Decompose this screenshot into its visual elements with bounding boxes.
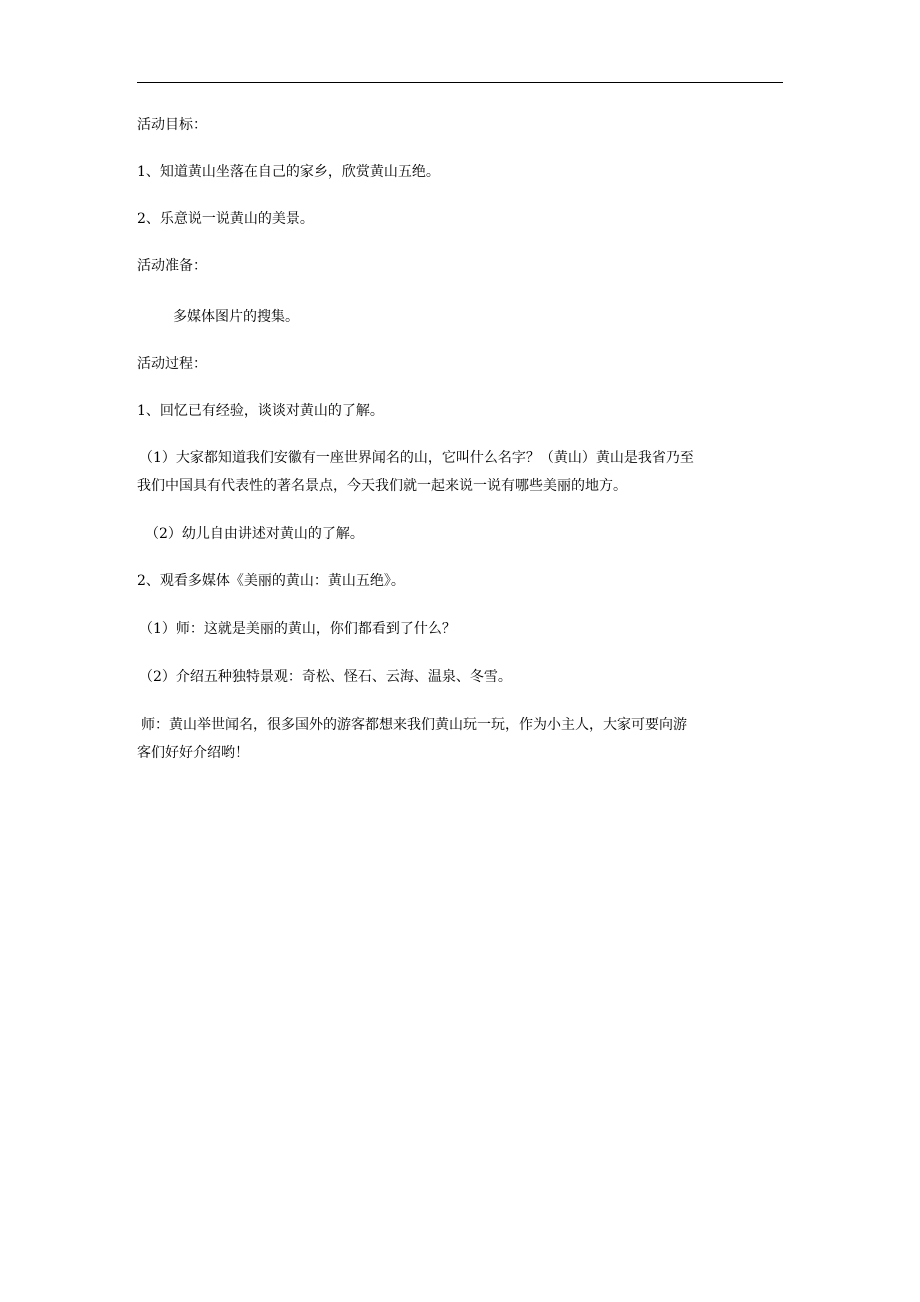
closing-paragraph-line-2: 客们好好介绍哟！ bbox=[137, 745, 249, 761]
prep-heading: 活动准备： bbox=[137, 258, 207, 274]
process-step-1: 1、回忆已有经验，谈谈对黄山的了解。 bbox=[137, 403, 384, 419]
goal-heading: 活动目标： bbox=[137, 117, 207, 133]
process-step-2: 2、观看多媒体《美丽的黄山：黄山五绝》。 bbox=[137, 573, 405, 589]
closing-paragraph-line-1: 师：黄山举世闻名，很多国外的游客都想来我们黄山玩一玩，作为小主人，大家可要向游 bbox=[141, 717, 687, 733]
process-step-1-sub-2: （2）幼儿自由讲述对黄山的了解。 bbox=[145, 526, 364, 542]
process-step-1-sub-1-line-1: （1）大家都知道我们安徽有一座世界闻名的山，它叫什么名字？（黄山）黄山是我省乃至 bbox=[139, 450, 694, 466]
process-step-1-sub-1-line-2: 我们中国具有代表性的著名景点，今天我们就一起来说一说有哪些美丽的地方。 bbox=[137, 478, 627, 494]
header-rule bbox=[137, 82, 783, 83]
goal-item-1: 1、知道黄山坐落在自己的家乡，欣赏黄山五绝。 bbox=[137, 164, 440, 180]
process-heading: 活动过程： bbox=[137, 356, 207, 372]
process-step-2-sub-1: （1）师：这就是美丽的黄山，你们都看到了什么？ bbox=[139, 621, 456, 637]
prep-item: 多媒体图片的搜集。 bbox=[173, 309, 299, 325]
process-step-2-sub-2: （2）介绍五种独特景观：奇松、怪石、云海、温泉、冬雪。 bbox=[139, 669, 512, 685]
goal-item-2: 2、乐意说一说黄山的美景。 bbox=[137, 211, 314, 227]
